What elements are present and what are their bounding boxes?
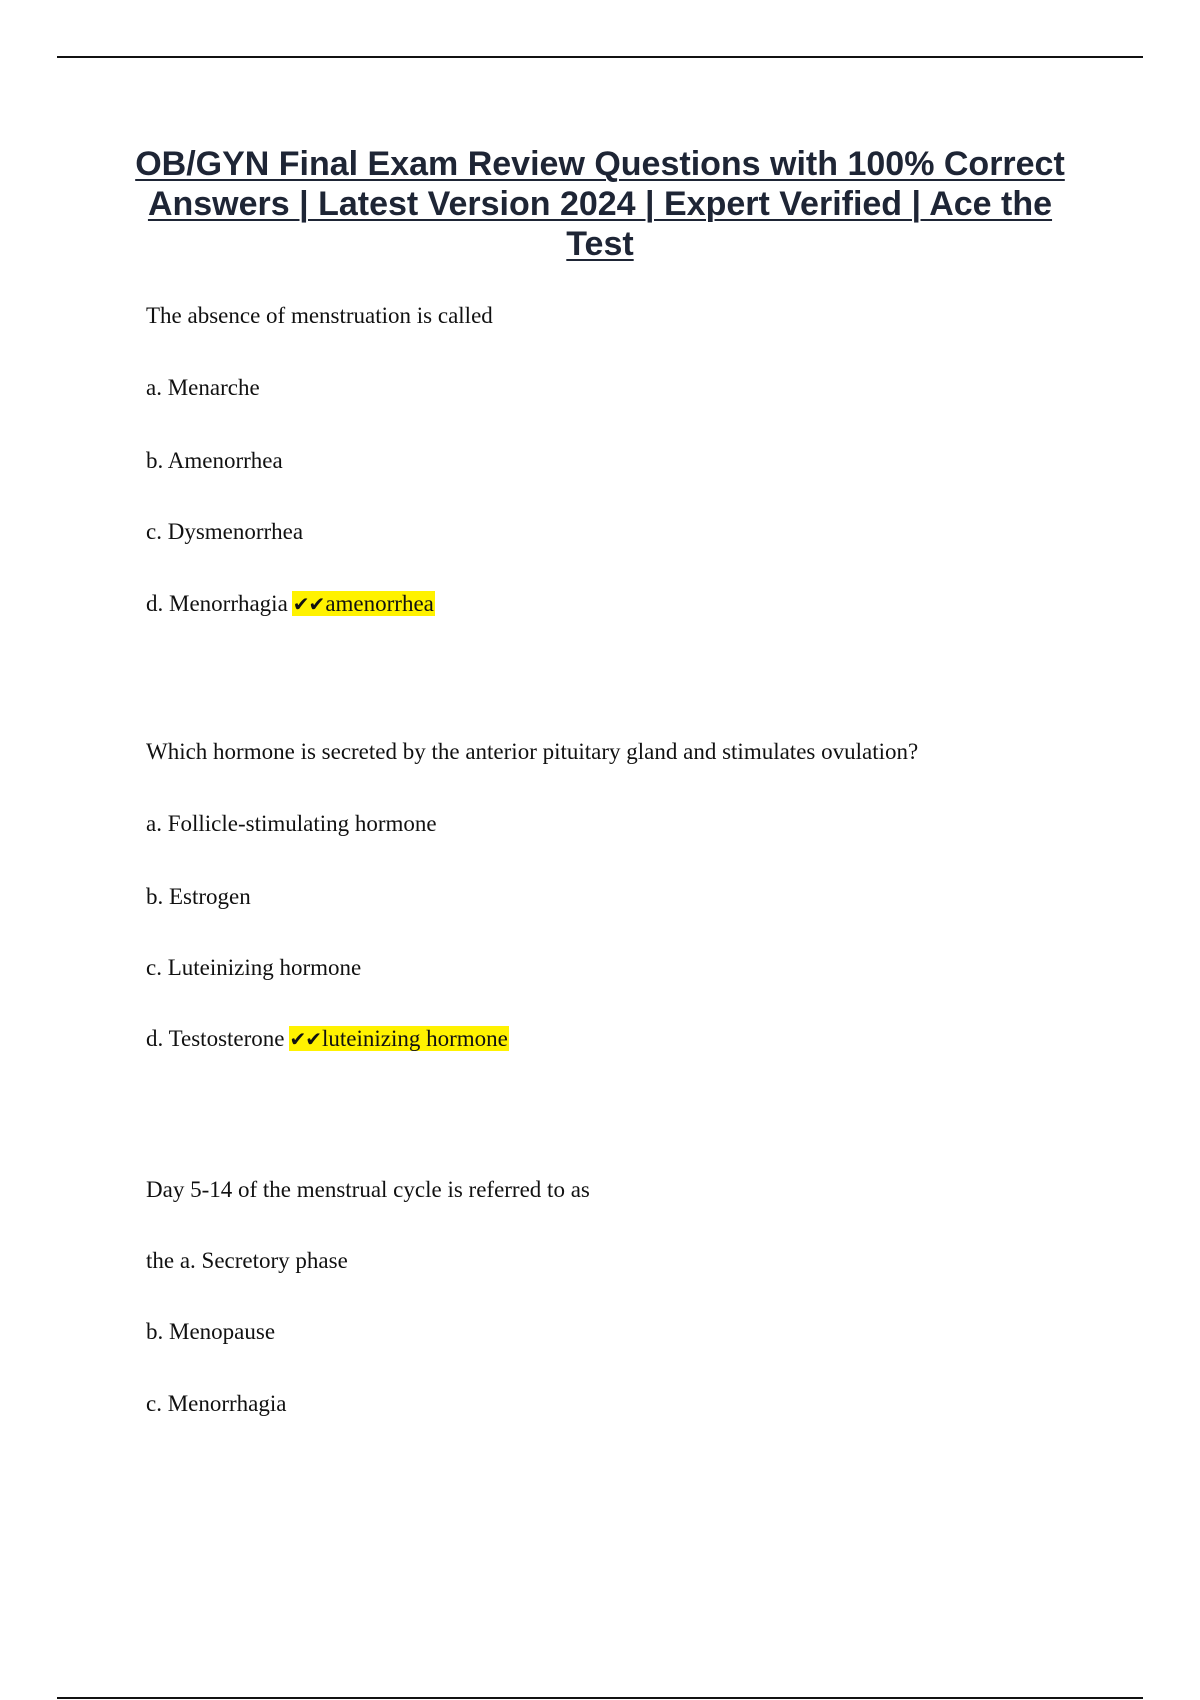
question-1-option-d-line — [146, 590, 435, 618]
question-2-answer: luteinizing hormone — [322, 1026, 508, 1051]
question-2-option-c: c. Luteinizing hormone — [146, 955, 362, 980]
double-check-icon: ✔✔ — [292, 592, 325, 616]
question-3-option-c: c. Menorrhagia — [146, 1391, 287, 1416]
question-1-answer-highlight — [292, 591, 435, 616]
question-1-option-b: b. Amenorrhea — [146, 448, 283, 473]
header-rule — [57, 56, 1143, 58]
question-2-option-d-line — [146, 1025, 509, 1053]
question-2-option-b: b. Estrogen — [146, 884, 251, 909]
question-3-option-a: the a. Secretory phase — [146, 1248, 348, 1273]
question-3-prompt: Day 5-14 of the menstrual cycle is referred to as — [146, 1177, 590, 1202]
document-title: OB/GYN Final Exam Review Questions with 100% Correct Answers | Latest Version 2024 | Expert Verified | Ace the Test — [135, 145, 1065, 263]
question-2-option-d: d. Testosterone — [146, 1026, 285, 1051]
question-1-prompt: The absence of menstruation is called — [146, 303, 493, 328]
double-check-icon: ✔✔ — [289, 1027, 322, 1051]
question-2-option-a: a. Follicle-stimulating hormone — [146, 811, 437, 836]
footer-rule — [57, 1697, 1143, 1699]
question-1-answer: amenorrhea — [325, 591, 434, 616]
question-2-prompt: Which hormone is secreted by the anterior pituitary gland and stimulates ovulation? — [146, 739, 919, 764]
question-3-option-b: b. Menopause — [146, 1319, 276, 1344]
question-1-option-a: a. Menarche — [146, 375, 260, 400]
question-1-option-d: d. Menorrhagia — [146, 591, 288, 616]
question-2-answer-highlight — [289, 1026, 509, 1051]
question-1-option-c: c. Dysmenorrhea — [146, 519, 304, 544]
